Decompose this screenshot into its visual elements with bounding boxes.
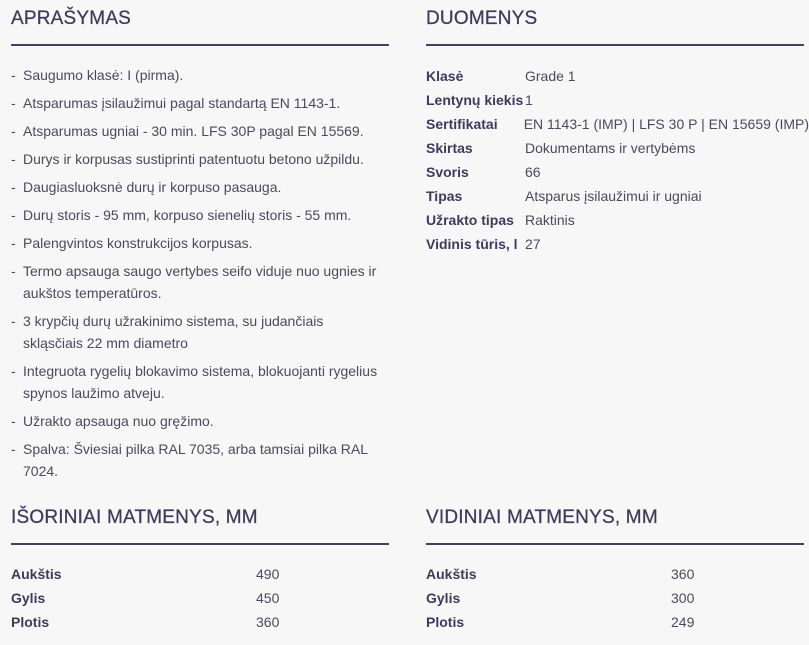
outer-dim-row-height [11, 562, 389, 586]
outer-dimensions-section [11, 507, 389, 529]
spec-value: Atsparus įsilaužimui ir ugniai [525, 188, 702, 204]
dim-value: 360 [256, 614, 280, 630]
inner-dim-row-depth [426, 586, 804, 610]
dim-value: 300 [671, 590, 695, 606]
description-item: - Durys ir korpusas sustiprinti patentuotu betono užpildu. [11, 148, 386, 170]
spec-value: Grade 1 [525, 68, 576, 84]
spec-row-shelves [426, 88, 809, 112]
data-divider [426, 44, 804, 46]
dim-value: 249 [671, 614, 695, 630]
description-item: - Atsparumas įsilaužimui pagal standartą EN 1143-1. [11, 92, 386, 114]
dim-label: Gylis [426, 590, 461, 606]
data-section [426, 8, 804, 30]
spec-label: Lentynų kiekis [426, 92, 524, 108]
spec-value: EN 1143-1 (IMP) | LFS 30 P | EN 15659 (IMP) [523, 116, 809, 132]
description-item: - Užrakto apsauga nuo gręžimo. [11, 410, 386, 432]
spec-label: Svoris [426, 164, 469, 180]
description-item: - Durų storis - 95 mm, korpuso sienelių storis - 55 mm. [11, 204, 386, 226]
description-item: - Termo apsauga saugo vertybes seifo viduje nuo ugnies ir aukštos temperatūros. [11, 260, 386, 304]
outer-dimensions-title: IŠORINIAI MATMENYS, MM [11, 507, 258, 528]
dim-value: 360 [671, 566, 695, 582]
spec-row-class [426, 64, 809, 88]
outer-dimensions-table [11, 562, 389, 634]
dim-label: Gylis [11, 590, 46, 606]
spec-value: 27 [525, 236, 541, 252]
dim-label: Aukštis [426, 566, 477, 582]
spec-value: 1 [525, 92, 533, 108]
inner-dim-row-height [426, 562, 804, 586]
description-item: - Atsparumas ugniai - 30 min. LFS 30P pagal EN 15569. [11, 120, 386, 142]
dim-value: 450 [256, 590, 280, 606]
spec-label: Vidinis tūris, l [426, 236, 518, 252]
spec-value: Dokumentams ir vertybėms [525, 140, 696, 156]
spec-row-purpose [426, 136, 809, 160]
outer-dim-row-width [11, 610, 389, 634]
spec-row-type [426, 184, 809, 208]
dim-label: Aukštis [11, 566, 62, 582]
description-item: - Palengvintos konstrukcijos korpusas. [11, 232, 386, 254]
spec-row-lock-type [426, 208, 809, 232]
description-item: - Daugiasluoksnė durų ir korpuso pasauga. [11, 176, 386, 198]
spec-value: 66 [525, 164, 541, 180]
spec-label: Tipas [426, 188, 463, 204]
description-item: - Spalva: Šviesiai pilka RAL 7035, arba tamsiai pilka RAL 7024. [11, 438, 386, 482]
spec-label: Klasė [426, 68, 464, 84]
inner-dimensions-divider [426, 543, 804, 545]
description-item: - 3 krypčių durų užrakinimo sistema, su judančiais skląsčiais 22 mm diametro [11, 310, 386, 354]
dim-value: 490 [256, 566, 280, 582]
description-item: - Integruota rygelių blokavimo sistema, blokuojanti rygelius spynos laužimo atveju. [11, 360, 386, 404]
data-title: DUOMENYS [426, 8, 538, 29]
inner-dimensions-table [426, 562, 804, 634]
spec-value: Raktinis [525, 212, 575, 228]
inner-dim-row-width [426, 610, 804, 634]
inner-dimensions-section [426, 507, 804, 529]
inner-dimensions-title: VIDINIAI MATMENYS, MM [426, 507, 658, 528]
outer-dim-row-depth [11, 586, 389, 610]
description-section [11, 8, 389, 30]
dim-label: Plotis [11, 614, 50, 630]
description-list [11, 64, 386, 482]
description-item: - Saugumo klasė: I (pirma). [11, 64, 386, 86]
description-divider [11, 44, 389, 46]
dim-label: Plotis [426, 614, 465, 630]
description-title: APRAŠYMAS [11, 8, 132, 29]
spec-row-volume [426, 232, 809, 256]
description-list-wrapper [11, 64, 386, 488]
spec-label: Sertifikatai [426, 116, 498, 132]
spec-label: Skirtas [426, 140, 473, 156]
outer-dimensions-divider [11, 543, 389, 545]
spec-label: Užrakto tipas [426, 212, 514, 228]
data-table [426, 64, 809, 256]
spec-row-certificates [426, 112, 809, 136]
spec-row-weight [426, 160, 809, 184]
